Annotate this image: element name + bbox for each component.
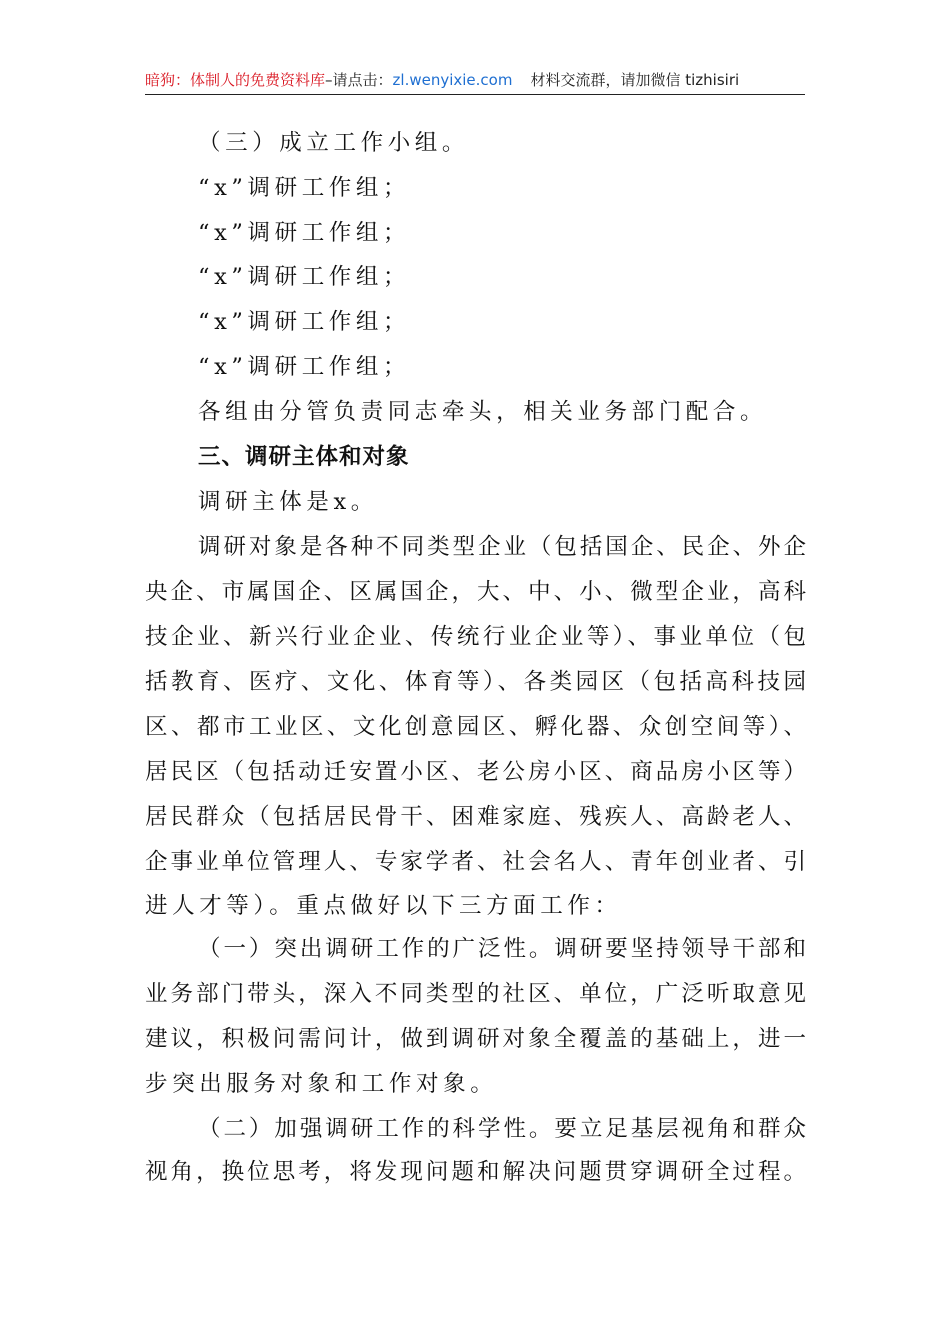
body-paragraph-line: （一）突出调研工作的广泛性。调研要坚持领导干部和 (198, 936, 806, 962)
body-paragraph-line: 调研主体是x。 (198, 489, 378, 515)
body-paragraph-line: 建议，积极问需问计，做到调研对象全覆盖的基础上，进一 (145, 1026, 806, 1052)
body-paragraph-line: 各组由分管负责同志牵头，相关业务部门配合。 (198, 399, 768, 425)
header-group-note: 材料交流群，请加微信 tizhisiri (530, 71, 740, 89)
header-click-prompt: –请点击： (325, 71, 393, 89)
body-paragraph-line: （二）加强调研工作的科学性。要立足基层视角和群众 (198, 1116, 806, 1142)
body-paragraph-line: 括教育、医疗、文化、体育等）、各类园区（包括高科技园 (145, 669, 806, 695)
working-group-item: “x”调研工作组； (198, 354, 411, 380)
working-group-item: “x”调研工作组； (198, 309, 411, 335)
body-paragraph-line: 央企、市属国企、区属国企，大、中、小、微型企业，高科 (145, 579, 806, 605)
working-group-item: “x”调研工作组； (198, 175, 411, 201)
header-url-link[interactable]: zl.wenyixie.com (392, 71, 513, 89)
working-group-item: “x”调研工作组； (198, 264, 411, 290)
section-heading-working-groups: （三）成立工作小组。 (198, 130, 470, 156)
body-paragraph-line: 技企业、新兴行业企业、传统行业企业等）、事业单位（包 (145, 624, 806, 650)
working-group-item: “x”调研工作组； (198, 220, 411, 246)
header-brand: 暗狗：体制人的免费资料库 (145, 71, 326, 89)
body-paragraph-line: 调研对象是各种不同类型企业（包括国企、民企、外企 (198, 534, 806, 560)
body-paragraph-line: 视角，换位思考，将发现问题和解决问题贯穿调研全过程。 (145, 1159, 806, 1185)
page-header (145, 66, 805, 95)
body-paragraph-line: 企事业单位管理人、专家学者、社会名人、青年创业者、引 (145, 849, 806, 875)
body-paragraph-line: 居民区（包括动迁安置小区、老公房小区、商品房小区等） (145, 759, 806, 785)
body-paragraph-line: 步突出服务对象和工作对象。 (145, 1071, 498, 1097)
body-paragraph-line: 业务部门带头，深入不同类型的社区、单位，广泛听取意见 (145, 981, 806, 1007)
body-paragraph-line: 居民群众（包括居民骨干、困难家庭、残疾人、高龄老人、 (145, 804, 806, 830)
body-paragraph-line: 区、都市工业区、文化创意园区、孵化器、众创空间等）、 (145, 714, 806, 740)
body-paragraph-line: 进人才等）。重点做好以下三方面工作： (145, 893, 622, 919)
section-heading-subjects: 三、调研主体和对象 (198, 444, 410, 470)
